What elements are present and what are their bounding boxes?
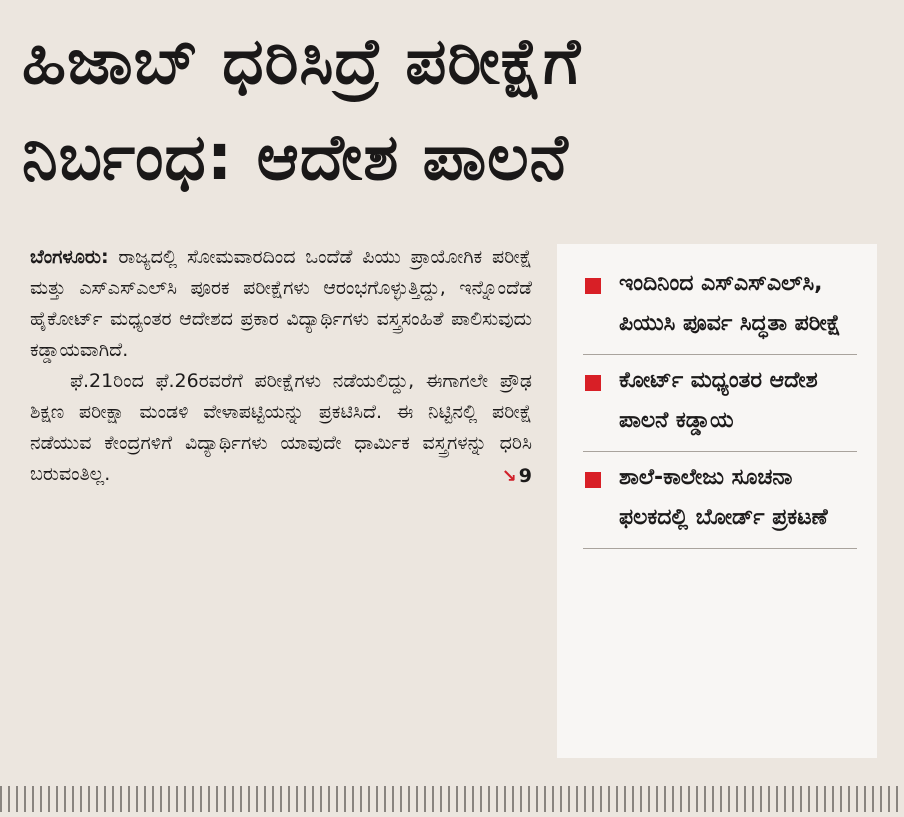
footer-rule	[0, 786, 904, 812]
sidebar-item-text: ಕೋರ್ಟ್ ಮಧ್ಯಂತರ ಆದೇಶ ಪಾಲನೆ ಕಡ್ಡಾಯ	[619, 368, 818, 433]
continued-marker[interactable]	[462, 461, 532, 492]
sidebar-item-text: ಶಾಲೆ-ಕಾಲೇಜು ಸೂಚನಾ ಫಲಕದಲ್ಲಿ ಬೋರ್ಡ್ ಪ್ರಕಟಣೆ	[619, 465, 828, 530]
sidebar-item-text: ಇಂದಿನಿಂದ ಎಸ್‌ಎಸ್‌ಎಲ್‌ಸಿ, ಪಿಯುಸಿ ಪೂರ್ವ ಸಿದ್ಧತಾ ಪರೀಕ್ಷೆ	[619, 271, 841, 336]
dateline: ಬೆಂಗಳೂರು:	[30, 246, 109, 268]
bullet-square-icon	[585, 278, 601, 294]
highlights-sidebar	[557, 244, 877, 758]
headline-line-1: ಹಿಜಾಬ್ ಧರಿಸಿದ್ರೆ ಪರೀಕ್ಷೆಗೆ	[22, 25, 582, 99]
paragraph-1-text: ರಾಜ್ಯದಲ್ಲಿ ಸೋಮವಾರದಿಂದ ಒಂದೆಡೆ ಪಿಯು ಪ್ರಾಯೋಗಿಕ ಪರೀಕ್ಷೆ ಮತ್ತು ಎಸ್‌ಎಸ್‌ಎಲ್‌ಸಿ ಪೂರಕ ಪರೀಕ್ಷೆಗಳು ಆರಂಭಗೊಳ್ಳುತ್ತಿದ್ದು, ಇನ್ನೊಂದೆಡೆ ಹೈಕೋರ್ಟ್ ಮಧ್ಯಂತರ ಆದೇಶದ ಪ್ರಕಾರ ವಿದ್ಯಾರ್ಥಿಗಳು ವಸ್ತ್ರಸಂಹಿತೆ ಪಾಲಿಸುವುದು ಕಡ್ಡಾಯವಾಗಿದೆ.	[30, 246, 532, 361]
article-paragraph-1	[30, 242, 532, 366]
headline-line-2: ನಿರ್ಬಂಧ: ಆದೇಶ ಪಾಲನೆ	[22, 121, 569, 195]
article-paragraph-2	[30, 366, 532, 490]
paragraph-2-text: ಫೆ.21ರಿಂದ ಫೆ.26ರವರೆಗೆ ಪರೀಕ್ಷೆಗಳು ನಡೆಯಲಿದ್ದು, ಈಗಾಗಲೇ ಪ್ರೌಢ ಶಿಕ್ಷಣ ಪರೀಕ್ಷಾ ಮಂಡಳಿ ವೇಳಾಪಟ್ಟಿಯನ್ನು ಪ್ರಕಟಿಸಿದೆ. ಈ ನಿಟ್ಟಿನಲ್ಲಿ ಪರೀಕ್ಷೆ ನಡೆಯುವ ಕೇಂದ್ರಗಳಿಗೆ ವಿದ್ಯಾರ್ಥಿಗಳು ಯಾವುದೇ ಧಾರ್ಮಿಕ ವಸ್ತ್ರಗಳನ್ನು ಧರಿಸಿ ಬರುವಂತಿಲ್ಲ.	[30, 370, 532, 485]
bullet-square-icon	[585, 472, 601, 488]
sidebar-item-2	[583, 355, 857, 452]
continued-arrow-icon: ↘	[501, 466, 517, 487]
headline	[22, 14, 892, 206]
sidebar-item-1	[583, 258, 857, 355]
continued-page-number: 9	[518, 465, 532, 487]
bullet-square-icon	[585, 375, 601, 391]
sidebar-item-3	[583, 452, 857, 549]
article-body	[30, 242, 532, 492]
